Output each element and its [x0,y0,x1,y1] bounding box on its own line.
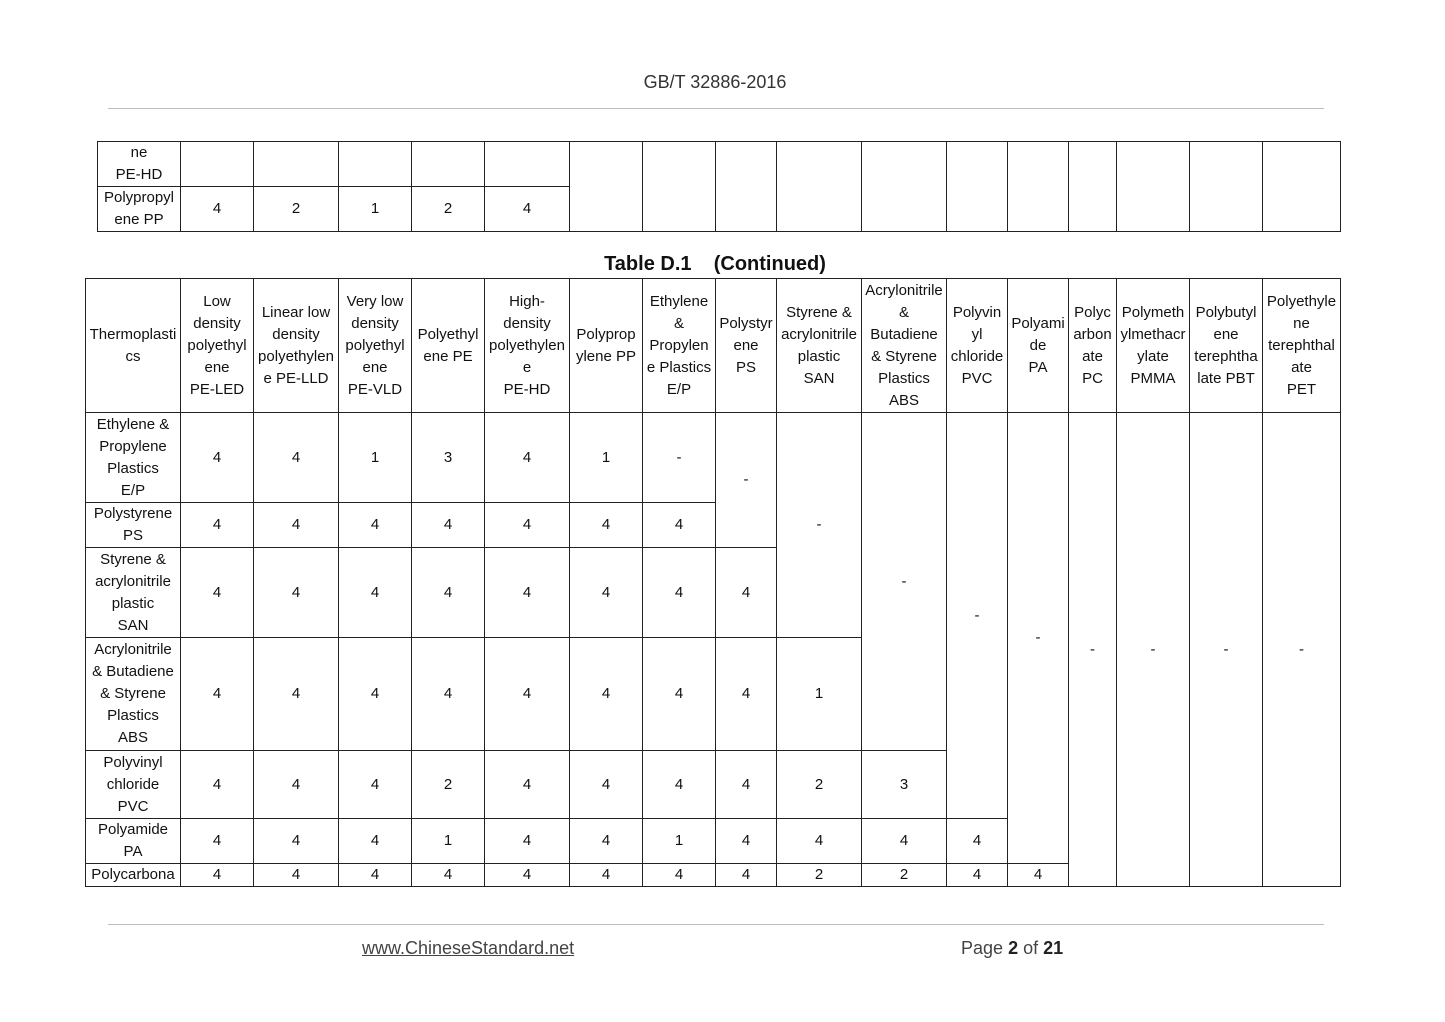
table-cell: 4 [862,819,947,864]
table-cell: 1 [339,187,412,232]
table-cell: 2 [412,187,485,232]
row-label: Styrene & acrylonitrile plastic SAN [86,548,181,638]
table-cell: 4 [1008,864,1069,887]
column-header: Polybutyl ene terephtha late PBT [1190,279,1263,413]
table-cell: - [643,413,716,503]
row-label: Acrylonitrile & Butadiene & Styrene Plastics ABS [86,638,181,751]
merged-cell-pvc: - [947,413,1008,819]
table-cell: 4 [181,864,254,887]
column-header: Linear low density polyethylen e PE-LLD [254,279,339,413]
table-cell [181,142,254,187]
table-cell: 4 [570,819,643,864]
table-cell: 4 [570,751,643,819]
merged-cell-abs: - [862,413,947,751]
table-cell: 4 [181,638,254,751]
table-cell: 4 [947,819,1008,864]
table-cell: 3 [412,413,485,503]
table-cell: 4 [643,548,716,638]
row-label: Polyvinyl chloride PVC [86,751,181,819]
table-cell: 4 [181,413,254,503]
page-indicator [961,938,1063,959]
table-cell: 2 [862,864,947,887]
header-divider [108,108,1324,109]
table-cell: 4 [339,638,412,751]
page-prefix: Page [961,938,1004,958]
merged-cell-pa: - [1008,413,1069,864]
table-cell: 4 [716,638,777,751]
footer-divider [108,924,1324,925]
table-cell [485,142,570,187]
merged-cell-pbt: - [1190,413,1263,887]
table-cell: 4 [412,864,485,887]
compatibility-table [85,278,1341,887]
table-cell: 4 [254,503,339,548]
merged-cell-san: - [777,413,862,638]
table-cell: 4 [412,638,485,751]
table-cell [777,142,862,232]
table-cell: 1 [412,819,485,864]
table-cell: 4 [570,864,643,887]
table-cell: 2 [412,751,485,819]
table-cell: 1 [643,819,716,864]
table-cell: 4 [254,751,339,819]
table-cell: 4 [254,548,339,638]
table-cell: 4 [570,503,643,548]
column-header: Polymeth ylmethacr ylate PMMA [1117,279,1190,413]
column-header: Very low density polyethyl ene PE-VLD [339,279,412,413]
table-cell: 4 [643,503,716,548]
column-header: Ethylene & Propylen e Plastics E/P [643,279,716,413]
row-label: Polystyrene PS [86,503,181,548]
column-header: Polyvin yl chloride PVC [947,279,1008,413]
row-label: ne PE-HD [98,142,181,187]
page-total: 21 [1043,938,1064,958]
table-cell: 2 [777,864,862,887]
table-cell: 4 [716,819,777,864]
table-cell: 4 [643,864,716,887]
table-cell: 4 [485,638,570,751]
website-link[interactable]: www.ChineseStandard.net [362,938,575,958]
table-cell [947,142,1008,232]
row-label: Polycarbona [86,864,181,887]
table-cell: 4 [485,548,570,638]
table-caption: Table D.1 (Continued) [604,253,826,275]
table-cell [570,142,643,232]
table-cell: 1 [339,413,412,503]
column-header: Polystyr ene PS [716,279,777,413]
table-cell: 4 [181,819,254,864]
table-cell: 4 [254,864,339,887]
table-cell: 4 [339,751,412,819]
column-header: Polyami de PA [1008,279,1069,413]
merged-cell-ps: - [716,413,777,548]
page-of: of [1023,938,1039,958]
table-cell [643,142,716,232]
table-cell: 4 [339,548,412,638]
table-cell: 4 [412,548,485,638]
table-cell: 4 [716,864,777,887]
table-cell: 4 [485,413,570,503]
table-cell [339,142,412,187]
table-cell: 4 [181,548,254,638]
column-header: Polyethyle ne terephthal ate PET [1263,279,1341,413]
table-cell [254,142,339,187]
merged-cell-pet: - [1263,413,1341,887]
table-cell: 4 [643,638,716,751]
table-cell: 4 [339,864,412,887]
continuation-table [97,141,1341,232]
table-cell: 4 [485,503,570,548]
table-cell [716,142,777,232]
table-cell: 1 [570,413,643,503]
merged-cell-pc: - [1069,413,1117,887]
row-label: Ethylene & Propylene Plastics E/P [86,413,181,503]
column-header: Polyethyl ene PE [412,279,485,413]
table-cell: 4 [716,751,777,819]
column-header: Polyprop ylene PP [570,279,643,413]
table-cell [1263,142,1341,232]
table-cell: 4 [570,548,643,638]
table-cell: 4 [339,503,412,548]
row-label: Polypropyl ene PP [98,187,181,232]
table-cell: 4 [485,864,570,887]
table-cell: 4 [947,864,1008,887]
table-cell: 4 [485,819,570,864]
table-cell: 4 [254,819,339,864]
column-header: Polyc arbon ate PC [1069,279,1117,413]
table-cell: 4 [643,751,716,819]
table-cell: 4 [485,187,570,232]
table-cell: 4 [181,751,254,819]
table-cell [1069,142,1117,232]
table-cell [1190,142,1263,232]
table-cell [1008,142,1069,232]
table-cell: 4 [570,638,643,751]
table-cell: 1 [777,638,862,751]
table-cell: 4 [485,751,570,819]
table-cell [862,142,947,232]
table-cell: 2 [777,751,862,819]
table-cell: 4 [716,548,777,638]
table-cell: 4 [412,503,485,548]
column-header: High- density polyethylen e PE-HD [485,279,570,413]
merged-cell-pmma: - [1117,413,1190,887]
table-cell [412,142,485,187]
table-cell: 4 [181,503,254,548]
table-cell: 4 [339,819,412,864]
table-cell: 4 [254,413,339,503]
column-header: Acrylonitrile & Butadiene & Styrene Plastics ABS [862,279,947,413]
column-header: Thermoplasti cs [86,279,181,413]
column-header: Low density polyethyl ene PE-LED [181,279,254,413]
table-cell [1117,142,1190,232]
column-header: Styrene & acrylonitrile plastic SAN [777,279,862,413]
table-cell: 4 [254,638,339,751]
table-cell: 2 [254,187,339,232]
document-id: GB/T 32886-2016 [643,72,787,92]
table-cell: 4 [181,187,254,232]
row-label: Polyamide PA [86,819,181,864]
page-number: 2 [1008,938,1019,958]
table-cell: 3 [862,751,947,819]
table-cell: 4 [777,819,862,864]
